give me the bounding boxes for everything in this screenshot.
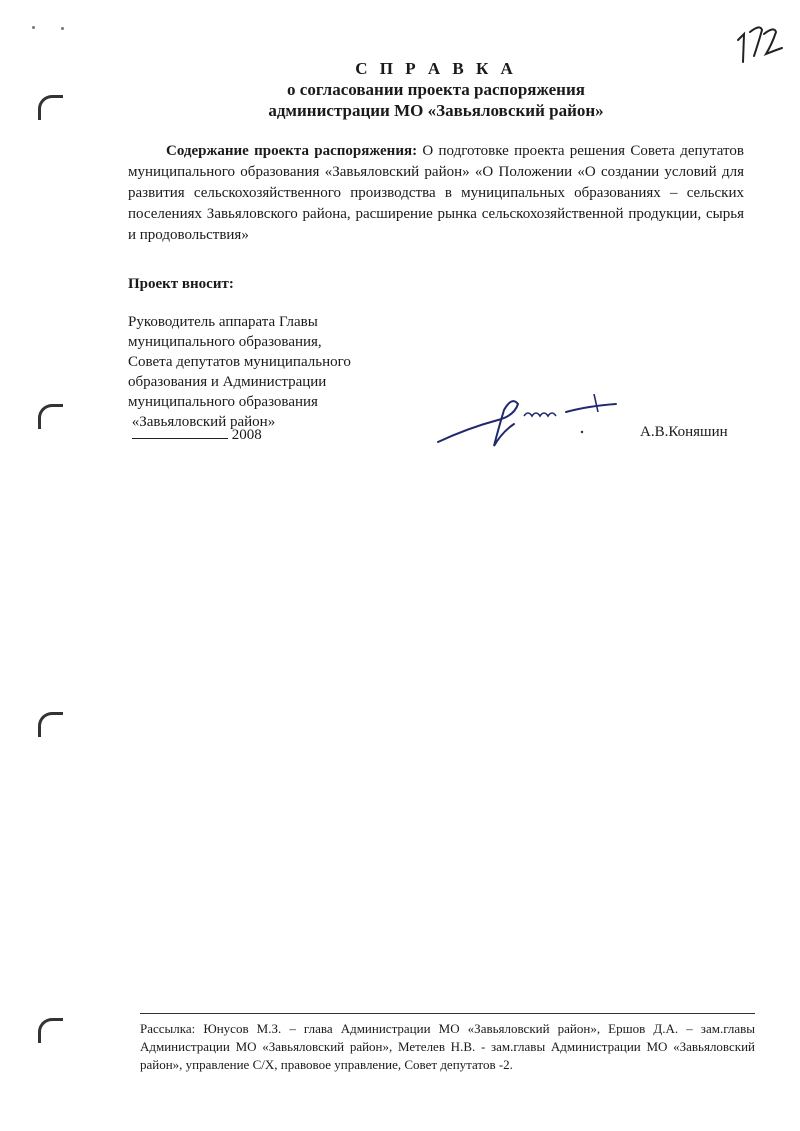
position-line: Совета депутатов муниципального <box>128 354 351 370</box>
date-line <box>132 424 262 444</box>
scan-speck <box>32 26 35 29</box>
position-line: «Завьяловский район» <box>128 414 276 430</box>
position-line: образования и Администрации <box>128 374 327 390</box>
distribution-list: Рассылка: Юнусов М.З. – глава Администрации МО «Завьяловский район», Ершов Д.А. – зам.главы Администрации МО «Завьяловский район», Метелев Н.В. - зам.главы Администрации МО «Завьяловский район», управление С/Х, правовое управление, Совет депутатов -2. <box>140 1021 755 1072</box>
document-title <box>0 58 800 121</box>
signer-name: А.В.Коняшин <box>640 424 728 440</box>
binder-hole-mark <box>38 1018 63 1043</box>
position-line: Руководитель аппарата Главы <box>128 314 318 330</box>
title-subtitle-line1: о согласовании проекта распоряжения <box>287 80 585 99</box>
date-year: 2008 <box>231 427 262 443</box>
date-blank <box>132 424 228 439</box>
scan-speck <box>61 27 64 30</box>
content-text: О подготовке проекта решения Совета депутатов муниципального образования «Завьяловский район» «О Положении «О создании условий для развития сельскохозяйственного производства в муниципальных образованиях – сельских поселениях Завьяловского района, расширение рынка сельскохозяйственной продукции, сырья и продовольствия» <box>128 143 744 243</box>
binder-hole-mark <box>38 404 63 429</box>
distribution-divider <box>140 1013 755 1014</box>
content-label: Содержание проекта распоряжения: <box>166 143 418 159</box>
title-subtitle-line2: администрации МО «Завьяловский район» <box>268 101 604 120</box>
title-heading: С П Р А В К А <box>355 59 517 78</box>
position-line: муниципального образования <box>128 394 318 410</box>
submitter-position <box>128 312 448 432</box>
handwritten-signature <box>428 380 628 460</box>
content-paragraph <box>128 141 744 246</box>
position-line: муниципального образования, <box>128 334 322 350</box>
binder-hole-mark <box>38 712 63 737</box>
submitter-heading: Проект вносит: <box>128 276 234 292</box>
